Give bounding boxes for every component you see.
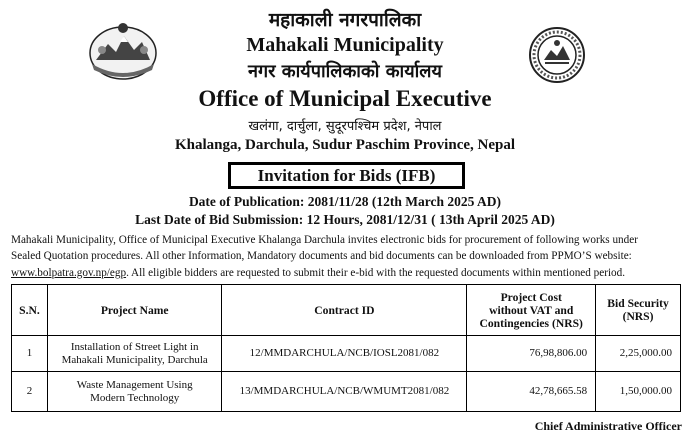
- municipality-title-nepali: महाकाली नगरपालिका: [268, 9, 422, 31]
- intro-line: Mahakali Municipality, Office of Municipal Executive Khalanga Darchula invites electronic bids for procurement of following works under: [11, 234, 638, 246]
- intro-line: Sealed Quotation procedures. All other Information, Mandatory documents and bid documents can be downloaded from PPMO’S website:: [11, 250, 632, 263]
- column-header-sn: S.N.: [12, 285, 48, 336]
- bids-table: [11, 284, 681, 412]
- intro-line: [11, 265, 681, 281]
- address: Khalanga, Darchula, Sudur Paschim Province, Nepal: [174, 137, 516, 153]
- cell-contract-id: 12/MMDARCHULA/NCB/IOSL2081/082: [222, 336, 467, 372]
- column-header-project-cost: [467, 285, 596, 336]
- cell-contract-id: 13/MMDARCHULA/NCB/WMUMT2081/082: [222, 372, 467, 412]
- project-name-line: Waste Management Using: [76, 378, 193, 391]
- project-name-line: Installation of Street Light in: [70, 340, 199, 353]
- cell-bid-security: 2,25,000.00: [596, 336, 681, 372]
- address-nepali: खलंगा, दार्चुला, सुदूरपश्चिम प्रदेश, नेपाल: [248, 119, 442, 134]
- cell-bid-security: 1,50,000.00: [596, 372, 681, 412]
- cell-project-name: [47, 372, 222, 412]
- municipality-title: Mahakali Municipality: [246, 34, 444, 56]
- notice-title: Invitation for Bids (IFB): [228, 162, 465, 189]
- signatory-title: Chief Administrative Officer: [534, 419, 682, 433]
- ppmo-website-link[interactable]: www.bolpatra.gov.np/egp: [11, 266, 127, 279]
- header-line: without VAT and: [489, 303, 574, 317]
- column-header-project-name: Project Name: [47, 285, 222, 336]
- cell-project-name: [47, 336, 222, 372]
- column-header-bid-security: [596, 285, 681, 336]
- cell-sn: 2: [12, 372, 48, 412]
- table-row: [12, 336, 681, 372]
- cell-sn: 1: [12, 336, 48, 372]
- table-header-row: [12, 285, 681, 336]
- header-line: Contingencies (NRS): [479, 316, 583, 330]
- intro-paragraph: [11, 232, 681, 281]
- project-name-line: Modern Technology: [90, 391, 180, 404]
- office-title-nepali: नगर कार्यपालिकाको कार्यालय: [248, 61, 442, 82]
- column-header-contract-id: Contract ID: [222, 285, 467, 336]
- cell-project-cost: 76,98,806.00: [467, 336, 596, 372]
- office-title: Office of Municipal Executive: [198, 86, 492, 111]
- intro-line-rest: . All eligible bidders are requested to submit their e-bid with the requested documents within mentioned period.: [126, 266, 626, 279]
- cell-project-cost: 42,78,665.58: [467, 372, 596, 412]
- last-submission-date: Last Date of Bid Submission: 12 Hours, 2081/12/31 ( 13th April 2025 AD): [135, 212, 555, 227]
- publication-date: Date of Publication: 2081/11/28 (12th March 2025 AD): [188, 194, 502, 209]
- project-name-line: Mahakali Municipality, Darchula: [61, 353, 208, 366]
- header-line: (NRS): [622, 310, 654, 323]
- table-row: [12, 372, 681, 412]
- header-line: Project Cost: [500, 290, 562, 304]
- header-line: Bid Security: [607, 297, 669, 310]
